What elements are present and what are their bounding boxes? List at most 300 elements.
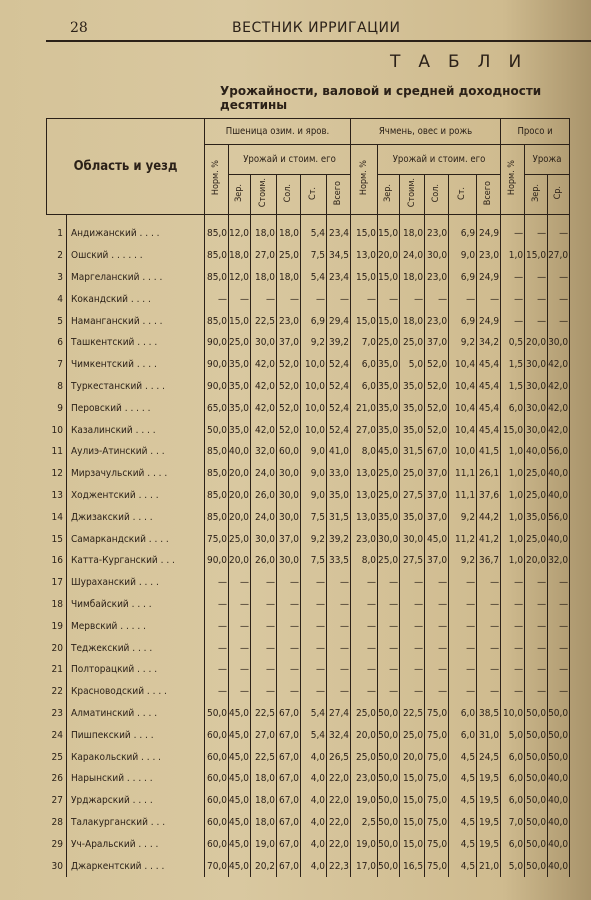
table-row	[47, 681, 570, 703]
millet-cell: 6,0	[501, 397, 525, 419]
yield-table	[46, 118, 570, 877]
millet-cell: 6,0	[501, 833, 525, 855]
barley-cell: 4,5	[449, 746, 477, 768]
barley-cell: 4,5	[449, 812, 477, 834]
wheat-cell: 30,0	[277, 485, 301, 507]
wheat-cell: —	[251, 659, 277, 681]
millet-cell: 40,0	[548, 812, 570, 834]
barley-cell: 18,0	[400, 310, 425, 332]
wheat-cell: 52,4	[327, 354, 351, 376]
barley-cell: —	[378, 594, 400, 616]
barley-cell: 20,0	[351, 724, 378, 746]
millet-cell: 25,0	[525, 485, 548, 507]
wheat-cell: 27,0	[251, 724, 277, 746]
barley-cell: 11,1	[449, 463, 477, 485]
wheat-cell: 4,0	[301, 746, 327, 768]
wheat-cell: —	[229, 572, 251, 594]
barley-cell: —	[477, 659, 501, 681]
barley-cell: —	[477, 594, 501, 616]
barley-cell: —	[477, 572, 501, 594]
millet-cell: —	[525, 637, 548, 659]
wheat-cell: 20,2	[251, 855, 277, 877]
barley-cell: 8,0	[351, 441, 378, 463]
wheat-cell: 39,2	[327, 332, 351, 354]
wheat-cell: 35,0	[229, 397, 251, 419]
wheat-cell: 30,0	[277, 506, 301, 528]
wheat-cell: 50,0	[205, 419, 229, 441]
wheat-cell: —	[205, 659, 229, 681]
wheat-cell: 25,0	[277, 245, 301, 267]
millet-cell: 6,0	[501, 790, 525, 812]
millet-cell: 42,0	[548, 376, 570, 398]
barley-cell: 41,5	[477, 441, 501, 463]
row-number: 4	[47, 288, 67, 310]
millet-cell: —	[501, 223, 525, 245]
barley-cell: 25,0	[400, 332, 425, 354]
barley-cell: —	[425, 637, 449, 659]
table-heading: ТАБЛИ	[390, 52, 540, 72]
wheat-cell: 60,0	[205, 790, 229, 812]
cost-header: Стоим.	[406, 178, 417, 208]
barley-cell: 50,0	[378, 703, 400, 725]
barley-cell: —	[351, 288, 378, 310]
table-row	[47, 376, 570, 398]
row-number: 24	[47, 724, 67, 746]
wheat-cell: 60,0	[277, 441, 301, 463]
row-number: 27	[47, 790, 67, 812]
barley-cell: 6,0	[351, 376, 378, 398]
barley-cell: 18,0	[400, 267, 425, 289]
region-name: Ташкентский . . . .	[67, 332, 205, 354]
table-row	[47, 855, 570, 877]
barley-cell: 13,0	[351, 506, 378, 528]
millet-cell: 42,0	[548, 354, 570, 376]
barley-cell: 6,9	[449, 223, 477, 245]
wheat-cell: —	[301, 659, 327, 681]
millet-cell: —	[548, 288, 570, 310]
barley-cell: 25,0	[378, 463, 400, 485]
wheat-cell: 4,0	[301, 833, 327, 855]
wheat-cell: 60,0	[205, 833, 229, 855]
wheat-cell: —	[301, 637, 327, 659]
barley-cell: 75,0	[425, 724, 449, 746]
millet-cell: 32,0	[548, 550, 570, 572]
barley-cell: —	[425, 681, 449, 703]
wheat-cell: 37,0	[277, 528, 301, 550]
wheat-cell: 85,0	[205, 245, 229, 267]
barley-cell: —	[477, 288, 501, 310]
wheat-cell: —	[301, 681, 327, 703]
millet-cell: 6,0	[501, 746, 525, 768]
millet-cell: —	[501, 288, 525, 310]
barley-cell: 4,5	[449, 833, 477, 855]
wheat-cell: 26,5	[327, 746, 351, 768]
barley-cell: —	[425, 572, 449, 594]
millet-cell: —	[501, 267, 525, 289]
barley-cell: 15,0	[378, 267, 400, 289]
wheat-cell: —	[251, 594, 277, 616]
wheat-cell: 20,0	[229, 463, 251, 485]
millet-cell: 50,0	[548, 724, 570, 746]
barley-cell: 50,0	[378, 855, 400, 877]
table-row	[47, 615, 570, 637]
barley-cell: 20,0	[400, 746, 425, 768]
wheat-cell: 45,0	[229, 724, 251, 746]
wheat-cell: 18,0	[251, 267, 277, 289]
wheat-cell: —	[301, 594, 327, 616]
region-name: Андижанский . . . .	[67, 223, 205, 245]
wheat-cell: —	[327, 659, 351, 681]
wheat-cell: 20,0	[229, 506, 251, 528]
region-name: Теджекский . . . .	[67, 637, 205, 659]
wheat-cell: 9,0	[301, 463, 327, 485]
millet-cell: —	[525, 615, 548, 637]
barley-cell: 10,4	[449, 419, 477, 441]
wheat-cell: 22,5	[251, 310, 277, 332]
table-row	[47, 245, 570, 267]
millet-cell: —	[548, 615, 570, 637]
wheat-cell: —	[251, 637, 277, 659]
wheat-cell: —	[205, 594, 229, 616]
millet-cell: —	[525, 594, 548, 616]
millet-cell: 30,0	[525, 397, 548, 419]
wheat-cell: 22,5	[251, 703, 277, 725]
wheat-cell: —	[327, 615, 351, 637]
wheat-cell: —	[277, 659, 301, 681]
wheat-cell: 24,0	[251, 463, 277, 485]
wheat-cell: 67,0	[277, 768, 301, 790]
barley-cell: 35,0	[400, 419, 425, 441]
barley-cell: 16,5	[400, 855, 425, 877]
barley-cell: 35,0	[400, 397, 425, 419]
wheat-cell: 60,0	[205, 724, 229, 746]
wheat-cell: 9,2	[301, 528, 327, 550]
wheat-cell: 85,0	[205, 506, 229, 528]
barley-cell: 24,9	[477, 310, 501, 332]
millet-cell: 15,0	[501, 419, 525, 441]
row-number: 29	[47, 833, 67, 855]
total-header: Всего	[333, 180, 344, 206]
wheat-cell: 27,0	[251, 245, 277, 267]
journal-title: ВЕСТНИК ИРРИГАЦИИ	[232, 20, 401, 36]
barley-cell: 23,0	[425, 310, 449, 332]
barley-cell: 21,0	[477, 855, 501, 877]
region-name: Катта-Курганский . . .	[67, 550, 205, 572]
wheat-cell: —	[277, 288, 301, 310]
row-number: 10	[47, 419, 67, 441]
table-row	[47, 550, 570, 572]
wheat-cell: 45,0	[229, 768, 251, 790]
barley-cell: 13,0	[351, 463, 378, 485]
wheat-cell: 50,0	[205, 703, 229, 725]
row-number: 13	[47, 485, 67, 507]
wheat-cell: —	[205, 637, 229, 659]
barley-cell: 4,5	[449, 768, 477, 790]
millet-cell: 50,0	[525, 833, 548, 855]
table-row	[47, 463, 570, 485]
wheat-cell: 18,0	[251, 790, 277, 812]
barley-cell: 75,0	[425, 746, 449, 768]
barley-cell: 13,0	[351, 485, 378, 507]
region-name: Ходжентский . . . .	[67, 485, 205, 507]
barley-cell: 45,4	[477, 397, 501, 419]
wheat-cell: 12,0	[229, 267, 251, 289]
region-name: Красноводский . . . .	[67, 681, 205, 703]
barley-cell: 17,0	[351, 855, 378, 877]
row-number: 1	[47, 223, 67, 245]
barley-cell: 37,6	[477, 485, 501, 507]
barley-cell: 21,0	[351, 397, 378, 419]
millet-cell: —	[501, 615, 525, 637]
wheat-cell: 45,0	[229, 746, 251, 768]
barley-cell: —	[400, 572, 425, 594]
millet-cell: 0,5	[501, 332, 525, 354]
barley-cell: 34,2	[477, 332, 501, 354]
table-row	[47, 354, 570, 376]
barley-cell: 35,0	[378, 397, 400, 419]
table-row	[47, 419, 570, 441]
region-name: Перовский . . . . .	[67, 397, 205, 419]
barley-cell: 52,0	[425, 376, 449, 398]
row-number: 26	[47, 768, 67, 790]
row-number: 17	[47, 572, 67, 594]
barley-cell: 10,4	[449, 397, 477, 419]
millet-cell: —	[501, 637, 525, 659]
norm-header: Норм. %	[211, 160, 221, 196]
barley-cell: 30,0	[378, 528, 400, 550]
wheat-cell: 7,5	[301, 245, 327, 267]
barley-cell: 35,0	[378, 354, 400, 376]
millet-cell: —	[548, 267, 570, 289]
barley-cell: 25,0	[400, 463, 425, 485]
millet-cell: 50,0	[525, 812, 548, 834]
wheat-cell: 85,0	[205, 441, 229, 463]
barley-cell: 9,2	[449, 332, 477, 354]
region-name: Чимбайский . . . .	[67, 594, 205, 616]
barley-cell: 67,0	[425, 441, 449, 463]
table-row	[47, 768, 570, 790]
region-name: Чимкентский . . . .	[67, 354, 205, 376]
table-row	[47, 746, 570, 768]
wheat-cell: —	[327, 594, 351, 616]
millet-cell: 27,0	[548, 245, 570, 267]
wheat-cell: 42,0	[251, 354, 277, 376]
region-name: Шураханский . . . .	[67, 572, 205, 594]
barley-cell: 9,2	[449, 506, 477, 528]
wheat-cell: 90,0	[205, 376, 229, 398]
wheat-cell: 45,0	[229, 833, 251, 855]
barley-cell: 24,0	[400, 245, 425, 267]
barley-cell: 37,0	[425, 485, 449, 507]
row-number: 19	[47, 615, 67, 637]
region-name: Наманганский . . . .	[67, 310, 205, 332]
wheat-cell: 22,0	[327, 812, 351, 834]
row-number: 21	[47, 659, 67, 681]
barley-cell: 7,0	[351, 332, 378, 354]
barley-cell: 22,5	[400, 703, 425, 725]
wheat-cell: 60,0	[205, 746, 229, 768]
wheat-cell: 70,0	[205, 855, 229, 877]
wheat-cell: 52,0	[277, 376, 301, 398]
barley-cell: —	[449, 659, 477, 681]
barley-cell: —	[400, 659, 425, 681]
barley-cell: 11,1	[449, 485, 477, 507]
wheat-cell: 35,0	[229, 419, 251, 441]
row-number: 12	[47, 463, 67, 485]
wheat-cell: 5,4	[301, 267, 327, 289]
millet-cell: 35,0	[525, 506, 548, 528]
barley-cell: 50,0	[378, 768, 400, 790]
wheat-cell: 39,2	[327, 528, 351, 550]
wheat-cell: 33,5	[327, 550, 351, 572]
barley-cell: 35,0	[400, 376, 425, 398]
barley-cell: 25,0	[400, 724, 425, 746]
millet-cell: 30,0	[525, 419, 548, 441]
barley-cell: 30,0	[400, 528, 425, 550]
wheat-cell: 25,0	[229, 332, 251, 354]
row-number: 5	[47, 310, 67, 332]
millet-cell: 30,0	[548, 332, 570, 354]
wheat-cell: —	[251, 681, 277, 703]
wheat-cell: 90,0	[205, 550, 229, 572]
wheat-cell: 33,0	[327, 463, 351, 485]
row-number: 23	[47, 703, 67, 725]
barley-cell: 9,2	[449, 550, 477, 572]
barley-cell: 35,0	[378, 419, 400, 441]
table-row	[47, 812, 570, 834]
wheat-cell: 22,0	[327, 833, 351, 855]
barley-cell: 19,0	[351, 833, 378, 855]
barley-cell: 37,0	[425, 506, 449, 528]
wheat-cell: 60,0	[205, 768, 229, 790]
barley-cell: 35,0	[378, 376, 400, 398]
barley-cell: 19,5	[477, 768, 501, 790]
barley-cell: —	[400, 681, 425, 703]
millet-cell: 50,0	[525, 703, 548, 725]
barley-cell: 25,0	[351, 703, 378, 725]
wheat-cell: 67,0	[277, 855, 301, 877]
barley-cell: —	[351, 659, 378, 681]
barley-cell: —	[378, 681, 400, 703]
table-row	[47, 724, 570, 746]
wheat-cell: 18,0	[277, 223, 301, 245]
region-name: Аулиэ-Атинский . . .	[67, 441, 205, 463]
row-number: 15	[47, 528, 67, 550]
millet-cell: —	[548, 637, 570, 659]
row-number: 16	[47, 550, 67, 572]
barley-cell: 10,0	[449, 441, 477, 463]
barley-cell: 37,0	[425, 463, 449, 485]
table-subtitle: Урожайности, валовой и средней доходности десятины	[220, 84, 542, 112]
millet-cell: 25,0	[525, 528, 548, 550]
norm-header: Норм. %	[507, 160, 518, 196]
barley-cell: 25,0	[378, 332, 400, 354]
millet-cell: —	[501, 594, 525, 616]
barley-cell: —	[378, 615, 400, 637]
wheat-cell: 26,0	[251, 485, 277, 507]
barley-cell: 15,0	[351, 223, 378, 245]
row-number: 2	[47, 245, 67, 267]
barley-cell: —	[449, 594, 477, 616]
barley-yield-header: Урожай и стоим. его	[378, 145, 501, 175]
wheat-cell: 19,0	[251, 833, 277, 855]
millet-cell: 15,0	[525, 245, 548, 267]
barley-cell: —	[449, 288, 477, 310]
millet-cell: 7,0	[501, 812, 525, 834]
barley-cell: 27,0	[351, 419, 378, 441]
wheat-cell: 24,0	[251, 506, 277, 528]
wheat-cell: 85,0	[205, 485, 229, 507]
millet-cell: 40,0	[548, 485, 570, 507]
wheat-cell: 34,5	[327, 245, 351, 267]
barley-cell: —	[378, 659, 400, 681]
table-row	[47, 441, 570, 463]
barley-cell: 6,9	[449, 310, 477, 332]
barley-cell: —	[400, 288, 425, 310]
wheat-cell: 52,4	[327, 397, 351, 419]
millet-cell: 50,0	[525, 855, 548, 877]
region-name: Полторацкий . . . .	[67, 659, 205, 681]
barley-cell: 45,4	[477, 419, 501, 441]
barley-cell: 75,0	[425, 833, 449, 855]
wheat-cell: 10,0	[301, 354, 327, 376]
region-name: Кокандский . . . .	[67, 288, 205, 310]
wheat-cell: 30,0	[277, 550, 301, 572]
millet-cell: —	[501, 659, 525, 681]
wheat-header: Пшеница озим. и яров.	[205, 119, 351, 145]
region-name: Нарынский . . . . .	[67, 768, 205, 790]
st-header: Ст.	[308, 186, 319, 200]
millet-cell: 40,0	[548, 528, 570, 550]
wheat-cell: 29,4	[327, 310, 351, 332]
wheat-cell: 30,0	[251, 332, 277, 354]
millet-cell: —	[525, 681, 548, 703]
barley-cell: 23,0	[425, 267, 449, 289]
millet-cell: —	[548, 223, 570, 245]
region-name: Ошский . . . . . .	[67, 245, 205, 267]
millet-cell: —	[548, 572, 570, 594]
millet-cell: 42,0	[548, 397, 570, 419]
wheat-cell: 67,0	[277, 703, 301, 725]
wheat-cell: —	[301, 615, 327, 637]
wheat-cell: —	[277, 637, 301, 659]
barley-cell: 2,5	[351, 812, 378, 834]
wheat-cell: 90,0	[205, 354, 229, 376]
wheat-cell: 52,0	[277, 354, 301, 376]
barley-cell: 15,0	[351, 267, 378, 289]
barley-cell: 13,0	[351, 245, 378, 267]
barley-cell: —	[425, 594, 449, 616]
straw-header: Сол.	[431, 183, 442, 203]
millet-cell: 50,0	[525, 790, 548, 812]
millet-cell: —	[548, 594, 570, 616]
millet-cell: 10,0	[501, 703, 525, 725]
wheat-cell: 52,0	[277, 397, 301, 419]
millet-cell: 1,0	[501, 441, 525, 463]
barley-cell: 23,0	[477, 245, 501, 267]
table-row	[47, 506, 570, 528]
millet-cell: —	[548, 659, 570, 681]
millet-cell: —	[525, 288, 548, 310]
millet-cell: —	[501, 681, 525, 703]
wheat-cell: 10,0	[301, 376, 327, 398]
row-number: 11	[47, 441, 67, 463]
barley-cell: —	[477, 637, 501, 659]
millet-header: Просо и	[501, 119, 570, 145]
wheat-cell: —	[229, 288, 251, 310]
wheat-yield-header: Урожай и стоим. его	[229, 145, 351, 175]
wheat-cell: 10,0	[301, 397, 327, 419]
